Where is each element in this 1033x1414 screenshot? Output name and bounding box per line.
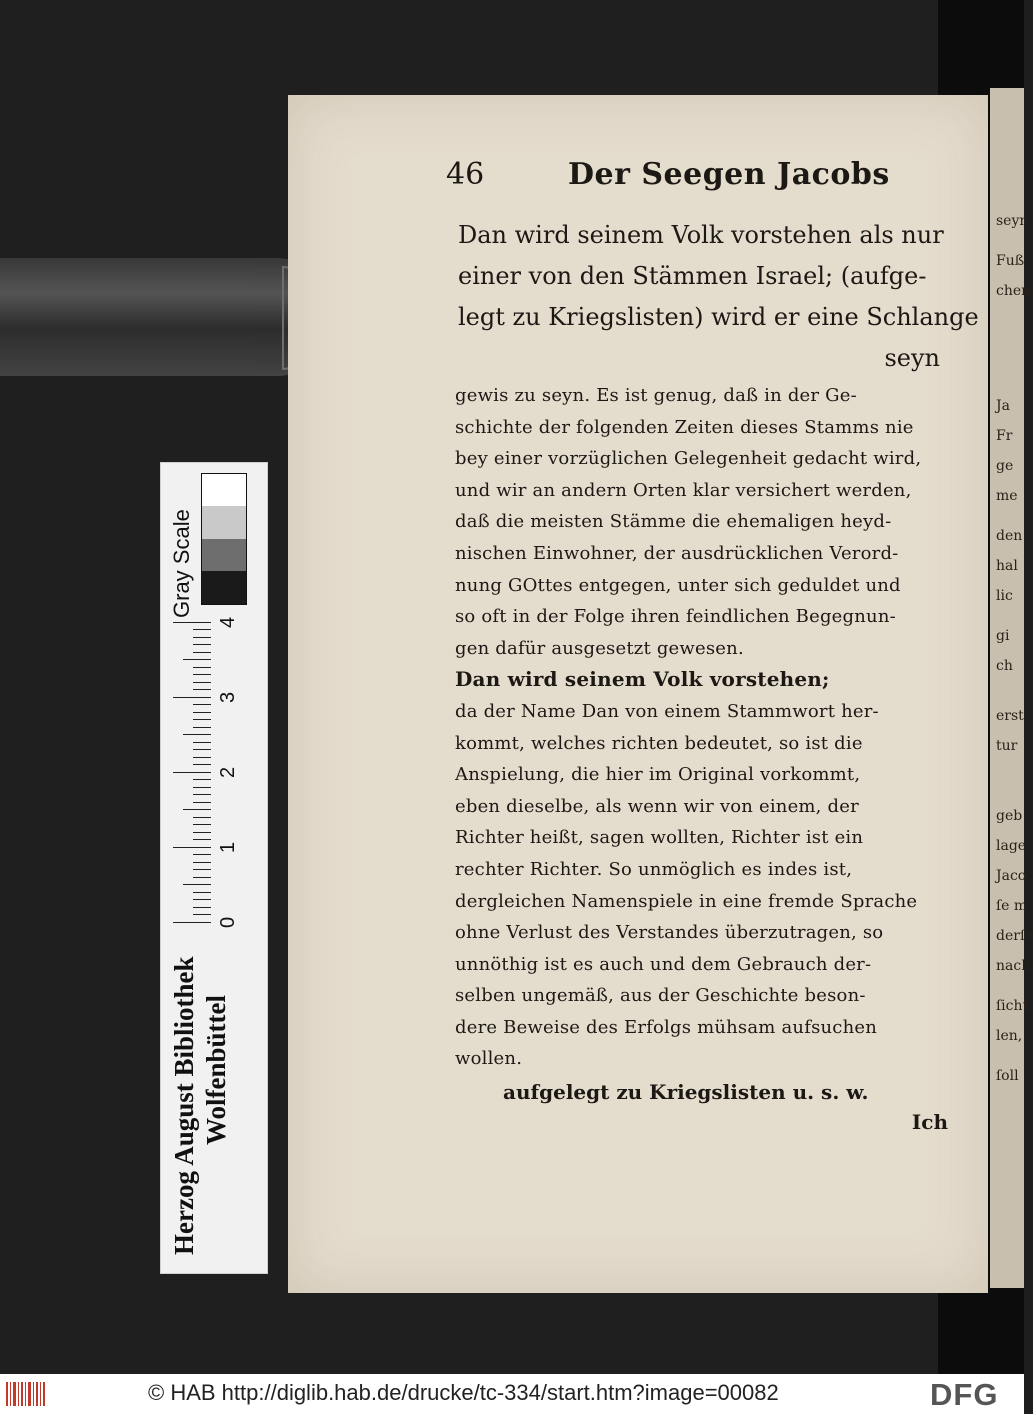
text-line: bey einer vorzüglichen Gelegenheit gedacht wird,: [455, 448, 922, 470]
ruler-number: 2: [217, 766, 239, 778]
ruler-tick: [193, 637, 211, 638]
ruler-tick: [183, 660, 211, 661]
verse-line: legt zu Kriegslisten) wird er eine Schlange: [458, 303, 979, 331]
text-line: unnöthig ist es auch und dem Gebrauch der-: [455, 953, 872, 975]
ruler-tick: [193, 915, 211, 916]
verse-line: seyn: [884, 344, 940, 372]
adjacent-page-fragment: derſe: [996, 928, 1033, 944]
adjacent-page-fragment: ſoll: [996, 1068, 1019, 1084]
ruler-tick: [193, 832, 211, 833]
verse-line: einer von den Stämmen Israel; (aufge-: [458, 262, 927, 290]
adjacent-page-fragment: Jaco: [996, 868, 1027, 884]
ruler-tick: [193, 795, 211, 796]
ruler-tick: [173, 922, 211, 923]
ruler-tick: [193, 802, 211, 803]
adjacent-page-fragment: ſicht: [996, 998, 1029, 1014]
ruler-tick: [173, 772, 211, 773]
text-line: so oft in der Folge ihren feindlichen Begegnun-: [455, 606, 896, 628]
text-line: rechter Richter. So unmöglich es indes ist,: [455, 858, 853, 880]
adjacent-page-fragment: gi: [996, 628, 1010, 644]
adjacent-page-fragment: geb: [996, 808, 1023, 824]
dfg-logo: DFG: [930, 1377, 999, 1412]
page-clip: [0, 258, 318, 376]
adjacent-page-fragment: me: [996, 488, 1018, 504]
ruler-tick: [183, 885, 211, 886]
adjacent-page-fragment: hal: [996, 558, 1018, 574]
catchword: Ich: [911, 1110, 948, 1134]
library-location: Wolfenbüttel: [201, 994, 231, 1145]
book-page: [288, 95, 988, 1293]
ruler-tick: [193, 675, 211, 676]
text-line: eben dieselbe, als wenn wir von einem, der: [455, 795, 859, 817]
ruler-tick: [193, 787, 211, 788]
ruler-tick: [193, 682, 211, 683]
gray-patch: [202, 539, 246, 572]
ruler-tick: [173, 622, 211, 623]
text-line: und wir an andern Orten klar versichert werden,: [455, 479, 912, 501]
ruler-tick: [193, 667, 211, 668]
text-line: da der Name Dan von einem Stammwort her-: [455, 700, 879, 722]
ruler-tick: [193, 750, 211, 751]
adjacent-page-fragment: nach: [996, 958, 1031, 974]
running-title: Der Seegen Jacobs: [568, 157, 890, 192]
text-line: gen dafür ausgesetzt gewesen.: [455, 637, 744, 659]
gray-patch: [202, 507, 246, 540]
ruler-tick: [193, 652, 211, 653]
ruler-tick: [193, 877, 211, 878]
ruler-tick: [193, 817, 211, 818]
ruler-tick: [193, 765, 211, 766]
adjacent-page-fragment: tur: [996, 738, 1018, 754]
text-line: selben ungemäß, aus der Geschichte beson-: [455, 985, 866, 1007]
gray-patch: [202, 474, 246, 507]
ruler-tick: [193, 907, 211, 908]
text-line: dergleichen Namenspiele in eine fremde Sprache: [455, 890, 918, 912]
ruler-number: 4: [217, 616, 239, 628]
text-line: Richter heißt, sagen wollten, Richter ist ein: [455, 827, 864, 849]
adjacent-page-fragment: Ja: [996, 398, 1010, 414]
adjacent-page-fragment: Fr: [996, 428, 1013, 444]
ruler-tick: [173, 847, 211, 848]
ruler-tick: [193, 705, 211, 706]
ruler-tick: [183, 735, 211, 736]
text-line: ohne Verlust des Verstandes überzutragen, so: [455, 922, 884, 944]
commentary-lemma: Dan wird seinem Volk vorstehen;: [455, 667, 830, 692]
adjacent-page-fragment: lage: [996, 838, 1027, 854]
library-name: Herzog August Bibliothek: [169, 956, 199, 1255]
commentary-text: [455, 380, 945, 1075]
page-number: 46: [446, 157, 485, 192]
ruler-tick: [193, 712, 211, 713]
verse-block: [458, 215, 979, 379]
text-line: Anspielung, die hier im Original vorkommt,: [455, 764, 861, 786]
ruler-tick: [193, 855, 211, 856]
ruler-number: 3: [217, 691, 239, 703]
gray-scale-label: Gray Scale: [169, 509, 194, 618]
adjacent-page-edge: [990, 88, 1033, 1288]
text-line: gewis zu seyn. Es ist genug, daß in der Ge-: [455, 385, 857, 406]
ruler-tick: [193, 862, 211, 863]
text-line: dere Beweise des Erfolgs mühsam aufsuchen: [455, 1016, 878, 1038]
adjacent-page-fragment: lic: [996, 588, 1013, 604]
text-line: nischen Einwohner, der ausdrücklichen Verord-: [455, 542, 899, 564]
ruler-tick: [193, 840, 211, 841]
ruler-tick: [193, 825, 211, 826]
adjacent-page-fragment: len,: [996, 1028, 1023, 1044]
ruler: [171, 593, 239, 928]
text-line: kommt, welches richten bedeutet, so ist die: [455, 732, 863, 754]
ruler-tick: [193, 742, 211, 743]
adjacent-page-fragment: ge: [996, 458, 1014, 474]
text-line: wollen.: [455, 1048, 523, 1070]
ruler-tick: [193, 870, 211, 871]
footer-copyright-link[interactable]: © HAB http://diglib.hab.de/drucke/tc-334/start.htm?image=00082: [148, 1380, 779, 1405]
adjacent-page-fragment: ch: [996, 658, 1013, 674]
color-scale-card: [160, 462, 268, 1274]
commentary-lemma: aufgelegt zu Kriegslisten u. s. w.: [503, 1080, 869, 1104]
ruler-tick: [193, 690, 211, 691]
ruler-tick: [193, 757, 211, 758]
gray-patch: [202, 572, 246, 605]
footer-bar: [0, 1374, 1024, 1414]
ruler-tick: [193, 630, 211, 631]
ruler-tick: [193, 645, 211, 646]
ruler-tick: [193, 780, 211, 781]
ruler-number: 0: [217, 916, 239, 928]
text-line: daß die meisten Stämme die ehemaligen heyd-: [455, 511, 892, 533]
ruler-number: 1: [217, 841, 239, 853]
ruler-tick: [193, 892, 211, 893]
adjacent-page-fragment: chen: [996, 283, 1031, 299]
ruler-tick: [173, 697, 211, 698]
adjacent-page-fragment: seyn: [996, 213, 1029, 229]
verse-line: Dan wird seinem Volk vorstehen als nur: [458, 221, 944, 249]
ruler-tick: [193, 900, 211, 901]
adjacent-page-fragment: ſe m: [996, 898, 1028, 914]
adjacent-page-fragment: Fuß: [996, 253, 1025, 269]
gray-scale-patches: [201, 473, 247, 605]
ruler-tick: [183, 810, 211, 811]
text-line: nung GOttes entgegen, unter sich geduldet und: [455, 574, 901, 596]
adjacent-page-fragment: den: [996, 528, 1023, 544]
barcode-icon: [6, 1380, 46, 1408]
text-line: schichte der folgenden Zeiten dieses Stamms nie: [455, 416, 914, 438]
adjacent-page-fragment: erst: [996, 708, 1024, 724]
ruler-tick: [193, 720, 211, 721]
ruler-tick: [193, 727, 211, 728]
